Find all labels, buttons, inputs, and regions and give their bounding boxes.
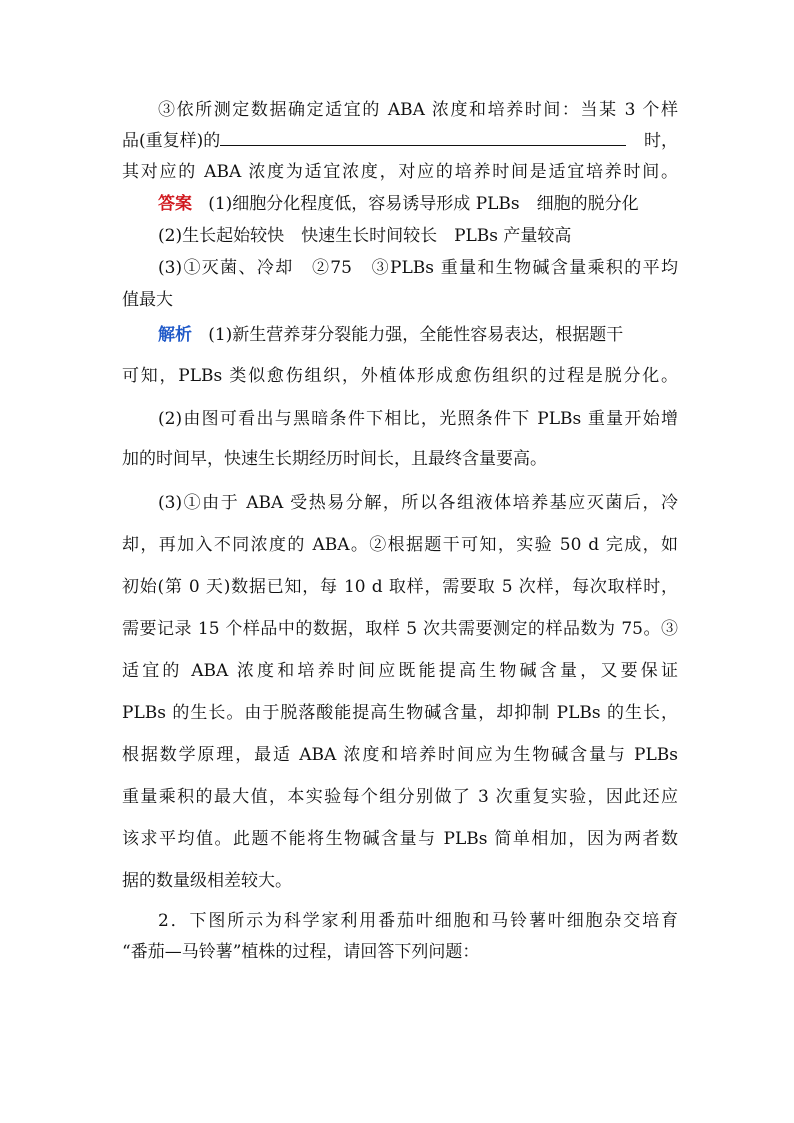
analysis-p3-line: 需要记录 15 个样品中的数据，取样 5 次共需要测定的样品数为 75。③ — [122, 619, 678, 639]
analysis-p3-line: 初始(第 0 天)数据已知，每 10 d 取样，需要取 5 次样，每次取样时， — [122, 577, 678, 597]
analysis-p3-line: PLBs 的生长。由于脱落酸能提高生物碱含量，却抑制 PLBs 的生长， — [122, 703, 678, 723]
question-2-line-1: 2．下图所示为科学家利用番茄叶细胞和马铃薯叶细胞杂交培育 — [158, 911, 678, 931]
answer-label: 答案 — [158, 194, 192, 214]
answer-line-2: (2)生长起始较快 快速生长时间较长 PLBs 产量较高 — [158, 226, 572, 246]
analysis-label: 解析 — [158, 325, 192, 345]
analysis-p1-line-2: 可知，PLBs 类似愈伤组织，外植体形成愈伤组织的过程是脱分化。 — [122, 366, 678, 386]
analysis-p3-line: 据的数量级相差较大。 — [122, 871, 292, 891]
analysis-p3-line: 却，再加入不同浓度的 ABA。②根据题干可知，实验 50 d 完成，如 — [122, 535, 678, 555]
analysis-p3-line: 根据数学原理，最适 ABA 浓度和培养时间应为生物碱含量与 PLBs — [122, 745, 678, 765]
q3-line-1: ③依所测定数据确定适宜的 ABA 浓度和培养时间：当某 3 个样 — [158, 100, 678, 120]
analysis-p3-line: 重量乘积的最大值，本实验每个组分别做了 3 次重复实验，因此还应 — [122, 787, 678, 807]
analysis-p3-line: (3)①由于 ABA 受热易分解，所以各组液体培养基应灭菌后，冷 — [158, 493, 678, 513]
q3-line-2-end: 时， — [644, 131, 678, 151]
fill-in-blank — [220, 129, 626, 146]
answer-line-1 — [158, 192, 678, 216]
q3-line-3: 其对应的 ABA 浓度为适宜浓度，对应的培养时间是适宜培养时间。 — [122, 162, 678, 182]
question-2-line-2: “番茄—马铃薯”植株的过程，请回答下列问题： — [122, 942, 480, 962]
analysis-p2-line-2: 加的时间早，快速生长期经历时间长，且最终含量要高。 — [122, 449, 547, 469]
analysis-p3-line: 适宜的 ABA 浓度和培养时间应既能提高生物碱含量，又要保证 — [122, 661, 678, 681]
answer-line-1-text: (1)细胞分化程度低，容易诱导形成 PLBs 细胞的脱分化 — [208, 194, 639, 214]
analysis-p2-line-1: (2)由图可看出与黑暗条件下相比，光照条件下 PLBs 重量开始增 — [158, 409, 678, 429]
answer-line-4: 值最大 — [122, 290, 173, 310]
answer-line-3: (3)①灭菌、冷却 ②75 ③PLBs 重量和生物碱含量乘积的平均 — [158, 258, 678, 278]
q3-line-2 — [122, 129, 678, 153]
analysis-p3-line: 该求平均值。此题不能将生物碱含量与 PLBs 简单相加，因为两者数 — [122, 829, 678, 849]
analysis-line-1 — [158, 323, 678, 347]
q3-line-2-start: 品(重复样)的 — [122, 131, 221, 151]
analysis-line-1-text: (1)新生营养芽分裂能力强，全能性容易表达，根据题干 — [208, 325, 624, 345]
